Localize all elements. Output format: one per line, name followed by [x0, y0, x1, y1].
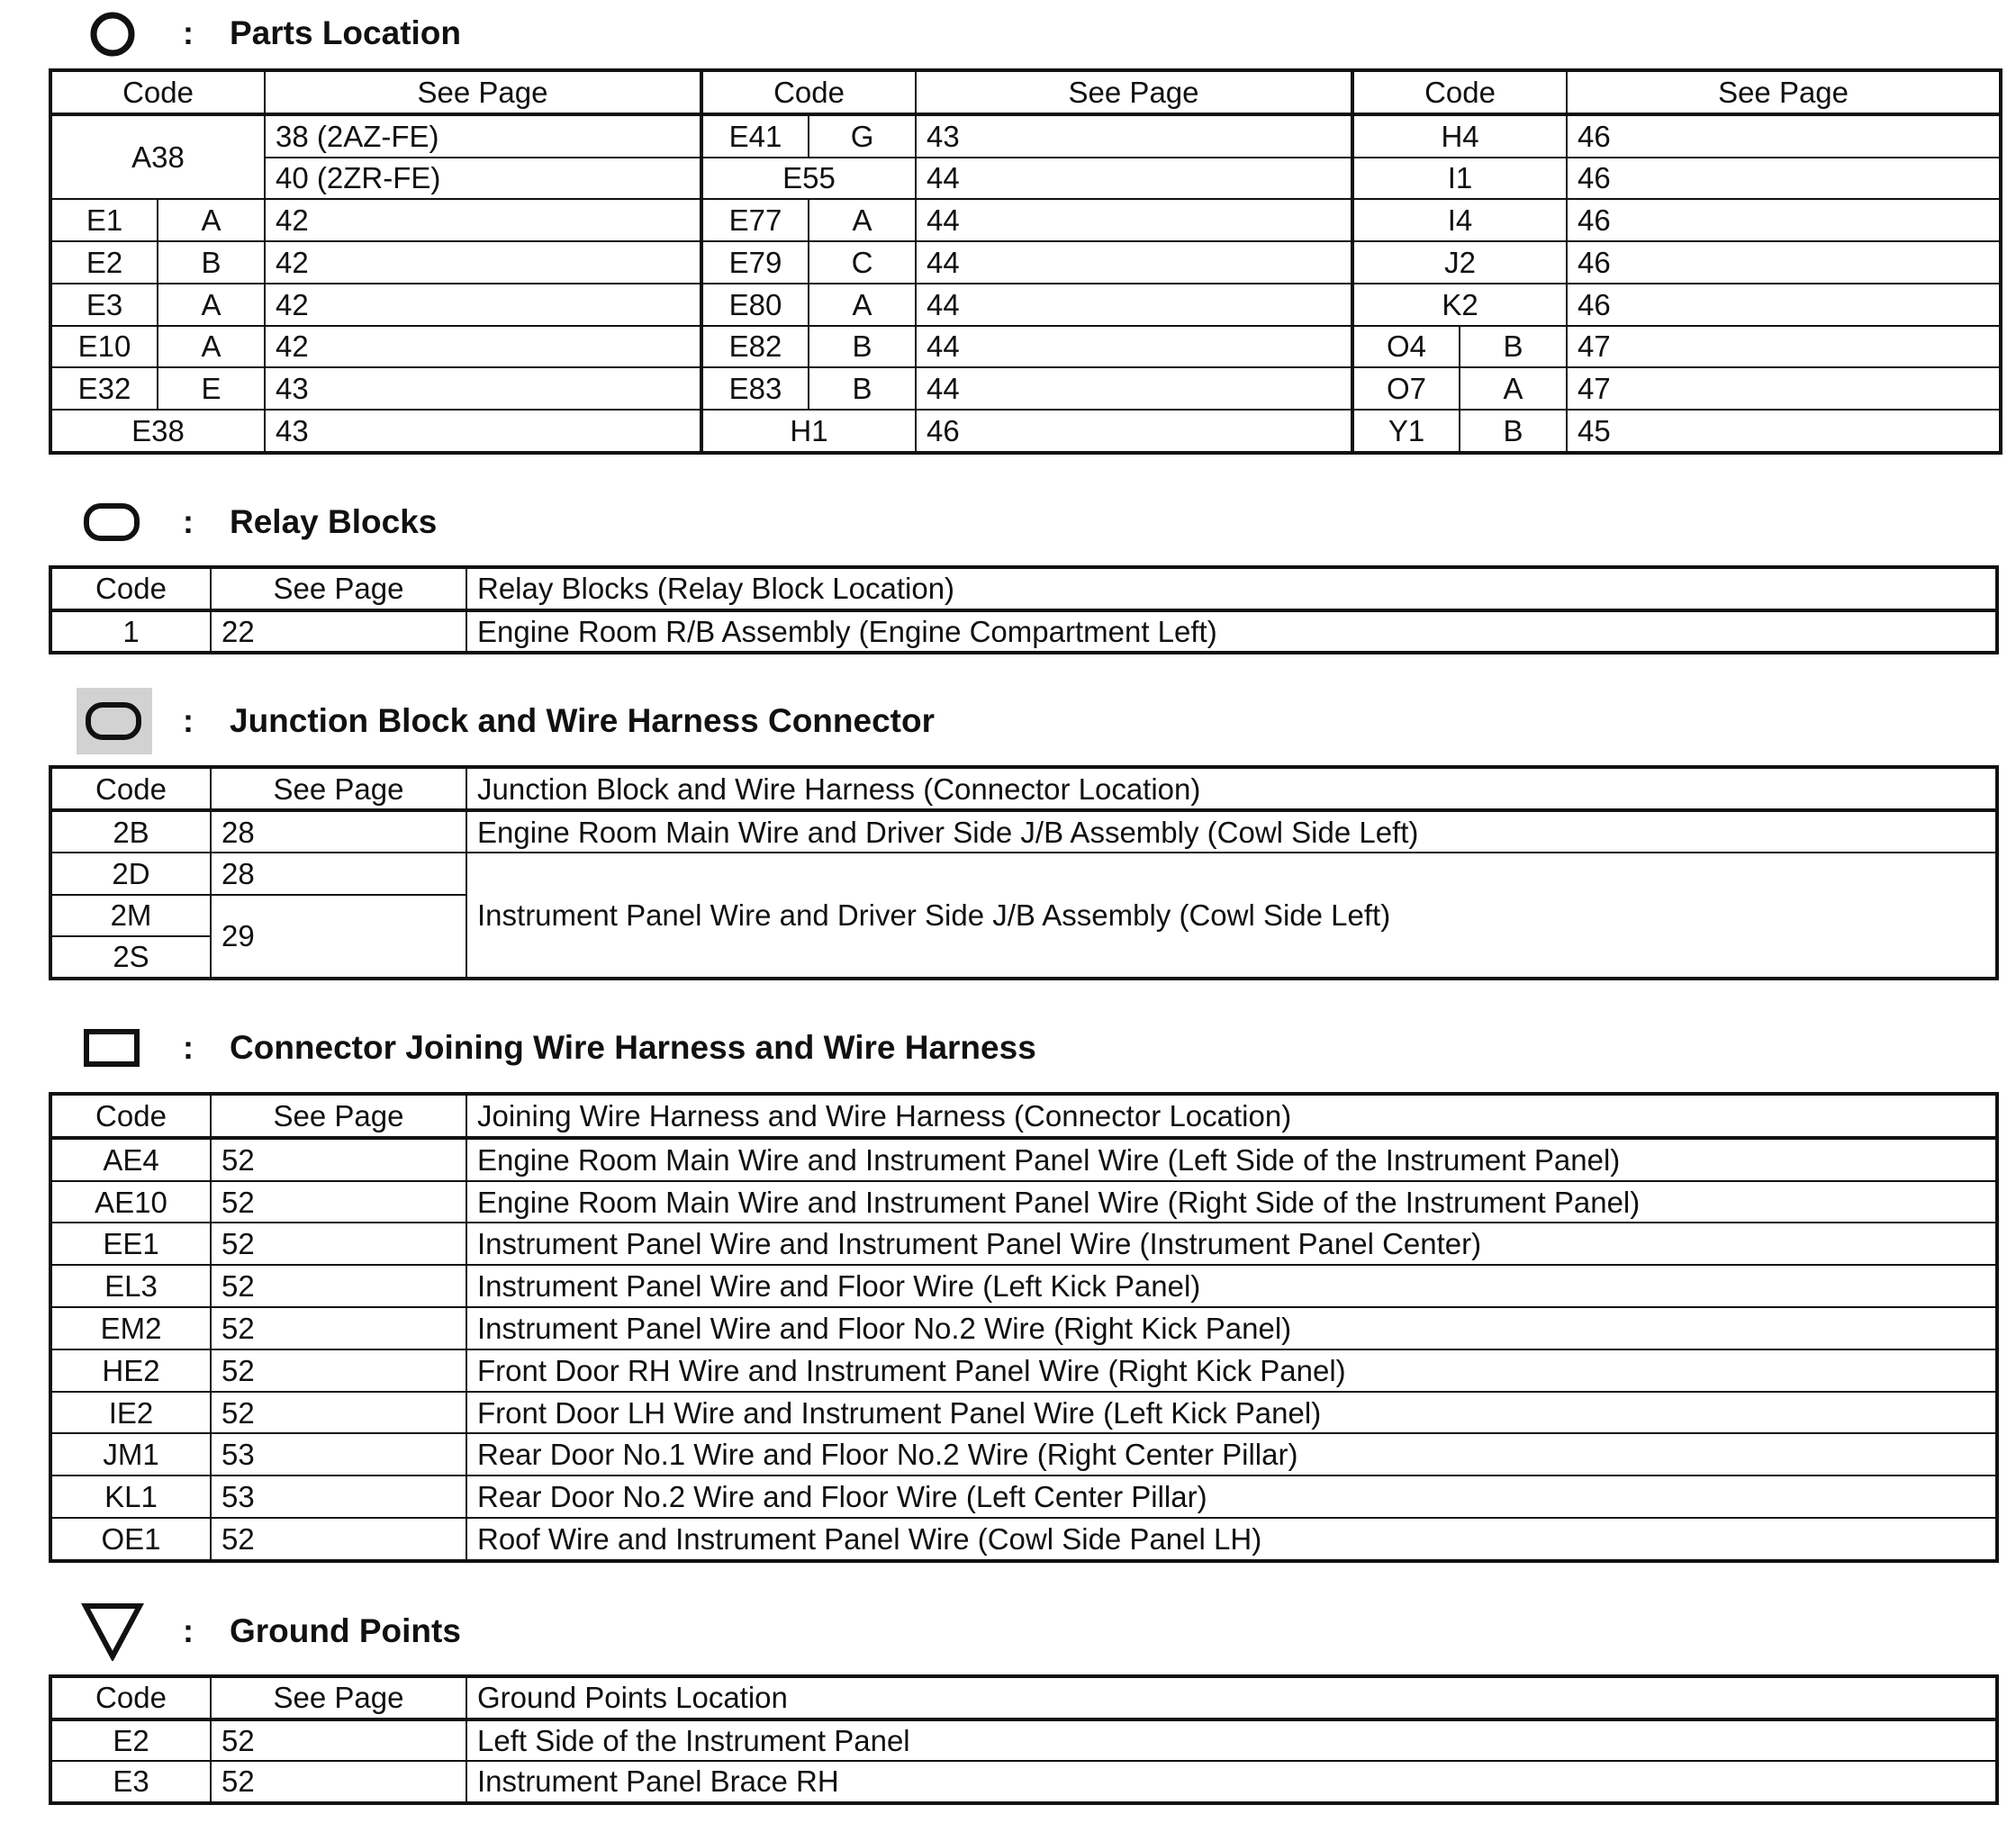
- heading-colon: :: [183, 702, 194, 739]
- page-cell: 46: [916, 410, 1352, 453]
- description-cell: Instrument Panel Wire and Floor Wire (Left Kick Panel): [466, 1265, 1997, 1307]
- page-cell: 47: [1567, 326, 2001, 368]
- header-code: Code: [50, 767, 211, 810]
- sub-cell: B: [1460, 410, 1567, 453]
- page-cell: 52: [211, 1265, 466, 1307]
- table-row: [50, 1307, 1997, 1349]
- connector-joining-table: [49, 1092, 1999, 1563]
- page-cell: 46: [1567, 199, 2001, 241]
- table-header-row: [50, 1094, 1997, 1138]
- page-cell: 43: [265, 410, 701, 453]
- header-see-page: See Page: [211, 567, 466, 610]
- connector-joining-heading: [81, 1012, 1036, 1084]
- code-cell: E10: [50, 326, 158, 368]
- code-cell: E80: [701, 284, 809, 326]
- code-cell: E83: [701, 367, 809, 410]
- header-description: Relay Blocks (Relay Block Location): [466, 567, 1997, 610]
- code-cell: KL1: [50, 1476, 211, 1518]
- page-cell: 28: [211, 810, 466, 853]
- table-row: [50, 1761, 1997, 1803]
- header-description: Ground Points Location: [466, 1676, 1997, 1719]
- section-title: Relay Blocks: [230, 503, 438, 540]
- table-row: [50, 114, 2001, 158]
- table-row: [50, 284, 2001, 326]
- page-cell: 43: [916, 114, 1352, 158]
- section-title: Junction Block and Wire Harness Connector: [230, 702, 935, 739]
- code-cell: 2B: [50, 810, 211, 853]
- code-cell: E3: [50, 1761, 211, 1803]
- page-cell: 52: [211, 1392, 466, 1434]
- code-cell: E82: [701, 326, 809, 368]
- table-header-row: [50, 70, 2001, 114]
- rectangle-icon: [81, 1016, 144, 1079]
- page-cell: 28: [211, 853, 466, 894]
- code-cell: E2: [50, 1719, 211, 1762]
- page-cell: 44: [916, 241, 1352, 284]
- sub-cell: A: [809, 199, 916, 241]
- description-cell: Front Door LH Wire and Instrument Panel Wire (Left Kick Panel): [466, 1392, 1997, 1434]
- header-code: Code: [50, 567, 211, 610]
- parts-location-table: [49, 68, 2002, 455]
- page-cell: 52: [211, 1181, 466, 1223]
- table-row: [50, 1223, 1997, 1265]
- table-row: [50, 1719, 1997, 1762]
- code-cell: O7: [1352, 367, 1460, 410]
- code-cell: I1: [1352, 158, 1567, 200]
- description-cell: Engine Room Main Wire and Instrument Panel Wire (Right Side of the Instrument Panel): [466, 1181, 1997, 1223]
- sub-cell: C: [809, 241, 916, 284]
- section-title: Ground Points: [230, 1612, 461, 1649]
- ground-points-table: [49, 1674, 1999, 1805]
- header-code: Code: [701, 70, 916, 114]
- sub-cell: B: [809, 367, 916, 410]
- page-cell: 46: [1567, 158, 2001, 200]
- code-cell: E55: [701, 158, 916, 200]
- sub-cell: A: [158, 199, 265, 241]
- page-cell: 40 (2ZR-FE): [265, 158, 701, 200]
- code-cell: E38: [50, 410, 265, 453]
- table-header-row: [50, 1676, 1997, 1719]
- table-row: [50, 1392, 1997, 1434]
- header-description: Junction Block and Wire Harness (Connector Location): [466, 767, 1997, 810]
- sub-cell: G: [809, 114, 916, 158]
- page-cell: 52: [211, 1223, 466, 1265]
- page-cell: 44: [916, 158, 1352, 200]
- ground-points-heading: [81, 1595, 461, 1667]
- description-cell: Engine Room Main Wire and Instrument Panel Wire (Left Side of the Instrument Panel): [466, 1138, 1997, 1181]
- code-cell: O4: [1352, 326, 1460, 368]
- page-cell: 42: [265, 326, 701, 368]
- code-cell: H1: [701, 410, 916, 453]
- header-code: Code: [50, 1094, 211, 1138]
- code-cell: 2M: [50, 895, 211, 936]
- header-code: Code: [50, 1676, 211, 1719]
- page-cell: 44: [916, 367, 1352, 410]
- page-cell: 46: [1567, 284, 2001, 326]
- code-cell: I4: [1352, 199, 1567, 241]
- sub-cell: A: [158, 284, 265, 326]
- table-row: [50, 158, 2001, 200]
- description-cell: Rear Door No.2 Wire and Floor Wire (Left Center Pillar): [466, 1476, 1997, 1518]
- page-cell: 42: [265, 284, 701, 326]
- code-cell: EL3: [50, 1265, 211, 1307]
- code-cell: E77: [701, 199, 809, 241]
- table-row: [50, 853, 1997, 894]
- description-cell: Engine Room Main Wire and Driver Side J/B Assembly (Cowl Side Left): [466, 810, 1997, 853]
- description-cell: Instrument Panel Brace RH: [466, 1761, 1997, 1803]
- circle-icon: [81, 2, 144, 65]
- sub-cell: E: [158, 367, 265, 410]
- sub-cell: B: [809, 326, 916, 368]
- code-cell: E2: [50, 241, 158, 284]
- header-description: Joining Wire Harness and Wire Harness (Connector Location): [466, 1094, 1997, 1138]
- code-cell: H4: [1352, 114, 1567, 158]
- rounded-rectangle-icon: [81, 491, 144, 554]
- page-cell: 52: [211, 1138, 466, 1181]
- page-cell: 52: [211, 1719, 466, 1762]
- table-row: [50, 610, 1997, 654]
- code-cell: OE1: [50, 1518, 211, 1561]
- table-row: [50, 810, 1997, 853]
- table-header-row: [50, 567, 1997, 610]
- code-cell: 1: [50, 610, 211, 654]
- header-see-page: See Page: [1567, 70, 2001, 114]
- page-cell: 42: [265, 199, 701, 241]
- page-cell: 44: [916, 199, 1352, 241]
- description-cell: Rear Door No.1 Wire and Floor No.2 Wire (Right Center Pillar): [466, 1433, 1997, 1476]
- header-see-page: See Page: [211, 1094, 466, 1138]
- code-cell: Y1: [1352, 410, 1460, 453]
- description-cell: Roof Wire and Instrument Panel Wire (Cowl Side Panel LH): [466, 1518, 1997, 1561]
- header-see-page: See Page: [916, 70, 1352, 114]
- table-row: [50, 367, 2001, 410]
- code-cell: E3: [50, 284, 158, 326]
- page-cell: 47: [1567, 367, 2001, 410]
- code-cell: E32: [50, 367, 158, 410]
- table-row: [50, 199, 2001, 241]
- code-cell: EE1: [50, 1223, 211, 1265]
- code-cell: E1: [50, 199, 158, 241]
- section-title: Connector Joining Wire Harness and Wire Harness: [230, 1029, 1036, 1066]
- sub-cell: A: [809, 284, 916, 326]
- page-cell: 53: [211, 1433, 466, 1476]
- table-row: [50, 410, 2001, 453]
- table-row: [50, 1181, 1997, 1223]
- page-cell: 52: [211, 1307, 466, 1349]
- code-cell: 2S: [50, 936, 211, 979]
- table-row: [50, 1138, 1997, 1181]
- page-cell: 44: [916, 284, 1352, 326]
- sub-cell: B: [1460, 326, 1567, 368]
- sub-cell: A: [1460, 367, 1567, 410]
- table-row: [50, 1349, 1997, 1392]
- description-cell: Instrument Panel Wire and Driver Side J/B Assembly (Cowl Side Left): [466, 853, 1997, 979]
- heading-colon: :: [183, 503, 194, 540]
- page-cell: 29: [211, 895, 466, 979]
- code-cell: JM1: [50, 1433, 211, 1476]
- code-cell: E79: [701, 241, 809, 284]
- code-cell: HE2: [50, 1349, 211, 1392]
- code-cell: A38: [50, 114, 265, 200]
- heading-colon: :: [183, 1612, 194, 1649]
- code-cell: EM2: [50, 1307, 211, 1349]
- page-cell: 22: [211, 610, 466, 654]
- table-row: [50, 1265, 1997, 1307]
- table-row: [50, 326, 2001, 368]
- code-cell: AE4: [50, 1138, 211, 1181]
- page-cell: 46: [1567, 241, 2001, 284]
- header-see-page: See Page: [211, 767, 466, 810]
- table-row: [50, 1476, 1997, 1518]
- page-cell: 38 (2AZ-FE): [265, 114, 701, 158]
- parts-location-heading: [81, 0, 461, 69]
- table-row: [50, 1518, 1997, 1561]
- page-cell: 45: [1567, 410, 2001, 453]
- relay-blocks-heading: [81, 486, 437, 558]
- sub-cell: A: [158, 326, 265, 368]
- heading-colon: :: [183, 1029, 194, 1066]
- code-cell: K2: [1352, 284, 1567, 326]
- header-code: Code: [50, 70, 265, 114]
- code-cell: IE2: [50, 1392, 211, 1434]
- header-see-page: See Page: [211, 1676, 466, 1719]
- sub-cell: B: [158, 241, 265, 284]
- page-cell: 44: [916, 326, 1352, 368]
- header-see-page: See Page: [265, 70, 701, 114]
- section-title: Parts Location: [230, 14, 461, 51]
- code-cell: E41: [701, 114, 809, 158]
- page-cell: 52: [211, 1761, 466, 1803]
- page-cell: 43: [265, 367, 701, 410]
- code-cell: AE10: [50, 1181, 211, 1223]
- description-cell: Left Side of the Instrument Panel: [466, 1719, 1997, 1762]
- description-cell: Instrument Panel Wire and Floor No.2 Wire (Right Kick Panel): [466, 1307, 1997, 1349]
- header-code: Code: [1352, 70, 1567, 114]
- page-cell: 52: [211, 1518, 466, 1561]
- page-cell: 42: [265, 241, 701, 284]
- table-row: [50, 241, 2001, 284]
- code-cell: J2: [1352, 241, 1567, 284]
- description-cell: Instrument Panel Wire and Instrument Panel Wire (Instrument Panel Center): [466, 1223, 1997, 1265]
- description-cell: Front Door RH Wire and Instrument Panel Wire (Right Kick Panel): [466, 1349, 1997, 1392]
- code-cell: 2D: [50, 853, 211, 894]
- page-cell: 53: [211, 1476, 466, 1518]
- table-header-row: [50, 767, 1997, 810]
- down-triangle-icon: [81, 1600, 144, 1663]
- junction-block-heading: [81, 685, 935, 757]
- heading-colon: :: [183, 14, 194, 51]
- page-cell: 46: [1567, 114, 2001, 158]
- page-cell: 52: [211, 1349, 466, 1392]
- junction-block-table: [49, 765, 1999, 980]
- description-cell: Engine Room R/B Assembly (Engine Compartment Left): [466, 610, 1997, 654]
- relay-blocks-table: [49, 565, 1999, 654]
- shaded-rounded-rectangle-icon: [77, 688, 152, 754]
- table-row: [50, 1433, 1997, 1476]
